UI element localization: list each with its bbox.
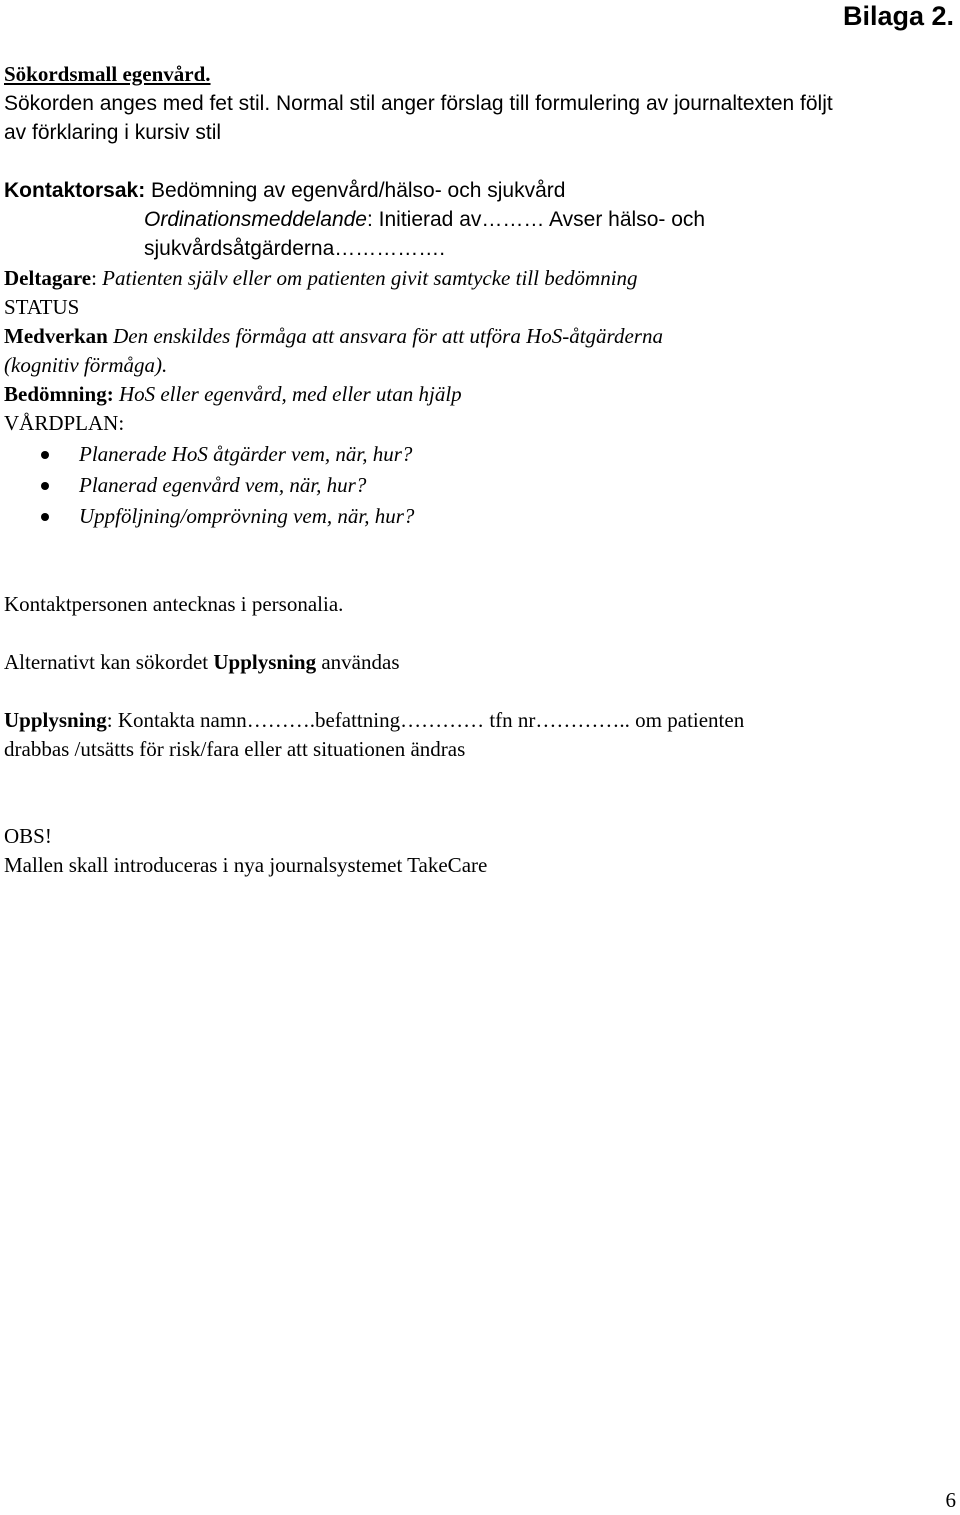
medverkan-text: Den enskildes förmåga att ansvara för att utföra HoS-åtgärderna xyxy=(107,324,663,348)
upplysning-line xyxy=(4,706,744,735)
bedomning-label: Bedömning: xyxy=(4,382,114,406)
ordination-continuation: sjukvårdsåtgärderna……………. xyxy=(144,237,446,260)
attachment-label: Bilaga 2. xyxy=(842,1,954,31)
ordination-label: Ordinationsmeddelande xyxy=(144,208,367,231)
medverkan-line xyxy=(4,322,663,351)
vardplan-heading: VÅRDPLAN: xyxy=(4,411,125,435)
list-item xyxy=(0,502,960,531)
kontaktperson-note: Kontaktpersonen antecknas i personalia. xyxy=(4,592,344,616)
document-title: Sökordsmall egenvård. xyxy=(4,62,211,86)
deltagare-text: Patienten själv eller om patienten givit samtycke till bedömning xyxy=(102,266,638,290)
bullet-icon xyxy=(41,451,49,459)
alternativt-after: användas xyxy=(316,650,400,674)
upplysning-text: : Kontakta namn……….befattning………… tfn nr………….. om patienten xyxy=(106,708,745,732)
deltagare-colon: : xyxy=(91,266,103,290)
obs-text: Mallen skall introduceras i nya journalsystemet TakeCare xyxy=(4,853,488,877)
upplysning-label: Upplysning xyxy=(4,708,107,732)
upplysning-continuation: drabbas /utsätts för risk/fara eller att situationen ändras xyxy=(4,737,466,761)
alternativt-keyword: Upplysning xyxy=(213,650,317,674)
bullet-icon xyxy=(41,482,49,490)
intro-line-2: av förklaring i kursiv stil xyxy=(4,121,222,144)
kontaktorsak-line xyxy=(4,176,565,205)
medverkan-label: Medverkan xyxy=(4,324,108,348)
status-heading: STATUS xyxy=(4,295,80,319)
bedomning-text: HoS eller egenvård, med eller utan hjälp xyxy=(113,382,462,406)
intro-line-1: Sökorden anges med fet stil. Normal stil anger förslag till formulering av journaltexten följt xyxy=(4,92,833,115)
kontaktorsak-label: Kontaktorsak: xyxy=(4,179,146,202)
list-item-text: Uppföljning/omprövning vem, när, hur? xyxy=(79,504,415,528)
kontaktorsak-text: Bedömning av egenvård/hälso- och sjukvård xyxy=(145,179,566,202)
page-number: 6 xyxy=(945,1488,956,1512)
list-item xyxy=(0,471,960,500)
alternativt-before: Alternativt kan sökordet xyxy=(4,650,214,674)
list-item xyxy=(0,440,960,469)
medverkan-continuation: (kognitiv förmåga). xyxy=(4,353,168,377)
ordination-text: : Initierad av……… Avser hälso- och xyxy=(366,208,706,231)
bullet-icon xyxy=(41,513,49,521)
deltagare-label: Deltagare xyxy=(4,266,92,290)
list-item-text: Planerade HoS åtgärder vem, när, hur? xyxy=(79,442,413,466)
ordination-line xyxy=(144,205,705,234)
list-item-text: Planerad egenvård vem, när, hur? xyxy=(79,473,367,497)
alternativt-line xyxy=(4,648,400,677)
obs-label: OBS! xyxy=(4,824,52,848)
bedomning-line xyxy=(4,380,462,409)
deltagare-line xyxy=(4,264,638,293)
